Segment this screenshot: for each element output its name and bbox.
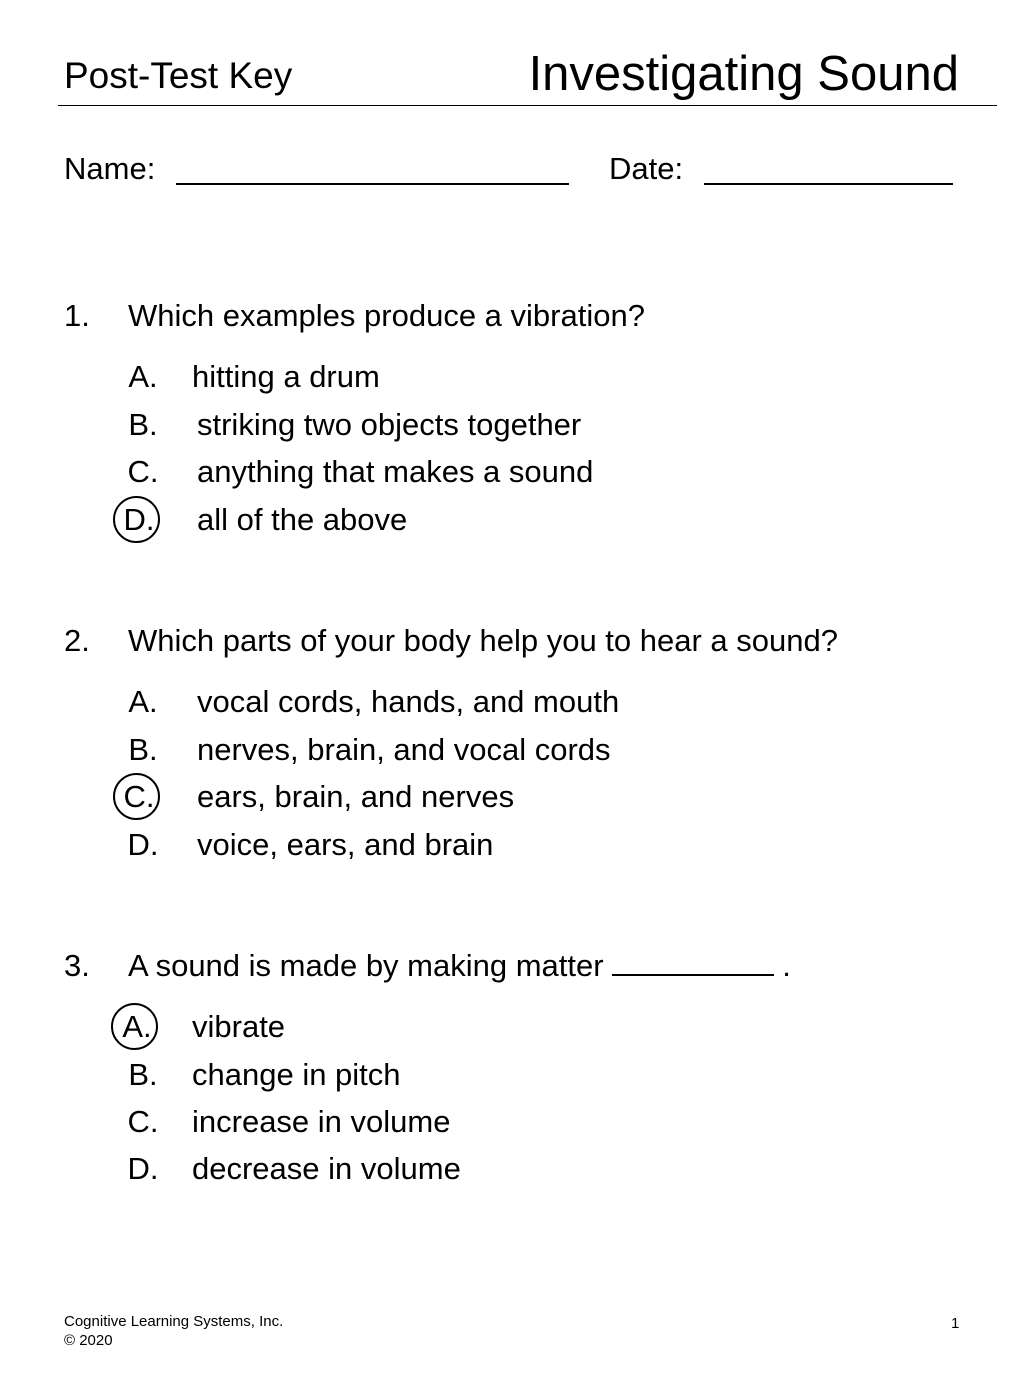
page-number: 1 (951, 1315, 960, 1332)
footer-copyright: © 2020 (64, 1332, 113, 1349)
option-text: increase in volume (192, 1104, 451, 1139)
option-text: anything that makes a sound (197, 454, 594, 489)
name-blank-line[interactable] (176, 183, 569, 185)
option-text: hitting a drum (192, 359, 380, 394)
option-text: vibrate (192, 1009, 286, 1044)
option-letter: D. (127, 1151, 159, 1186)
option-letter: B. (128, 732, 158, 767)
option-text: change in pitch (192, 1057, 401, 1092)
option-letter-answer: A. (122, 1009, 152, 1044)
footer-publisher: Cognitive Learning Systems, Inc. (64, 1313, 284, 1330)
option-letter: D. (127, 827, 159, 862)
date-label: Date: (609, 151, 684, 186)
option-letter: B. (128, 1057, 158, 1092)
option-letter: C. (127, 454, 159, 489)
question-text-before-blank: A sound is made by making matter (128, 948, 604, 983)
question-text: Which examples produce a vibration? (128, 298, 645, 333)
document-label: Post-Test Key (64, 55, 293, 96)
option-text: vocal cords, hands, and mouth (197, 684, 620, 719)
option-letter: B. (128, 407, 158, 442)
option-letter-answer: D. (123, 502, 155, 537)
option-text: ears, brain, and nerves (197, 779, 515, 814)
document-title: Investigating Sound (528, 47, 959, 101)
question-text: Which parts of your body help you to hear a sound? (128, 623, 838, 658)
date-blank-line[interactable] (704, 183, 953, 185)
header-divider (58, 105, 997, 106)
option-text: voice, ears, and brain (197, 827, 494, 862)
question-number: 3. (64, 948, 90, 983)
question-text-after-blank: . (782, 948, 791, 983)
answer-blank (612, 950, 774, 976)
option-letter: A. (128, 359, 158, 394)
option-text: striking two objects together (197, 407, 582, 442)
question-number: 1. (64, 298, 90, 333)
option-text: decrease in volume (192, 1151, 461, 1186)
question-text (128, 948, 791, 984)
option-text: nerves, brain, and vocal cords (197, 732, 611, 767)
option-letter: C. (127, 1104, 159, 1139)
option-letter-answer: C. (123, 779, 155, 814)
option-text: all of the above (197, 502, 408, 537)
question-number: 2. (64, 623, 90, 658)
option-letter: A. (128, 684, 158, 719)
name-label: Name: (64, 151, 156, 186)
